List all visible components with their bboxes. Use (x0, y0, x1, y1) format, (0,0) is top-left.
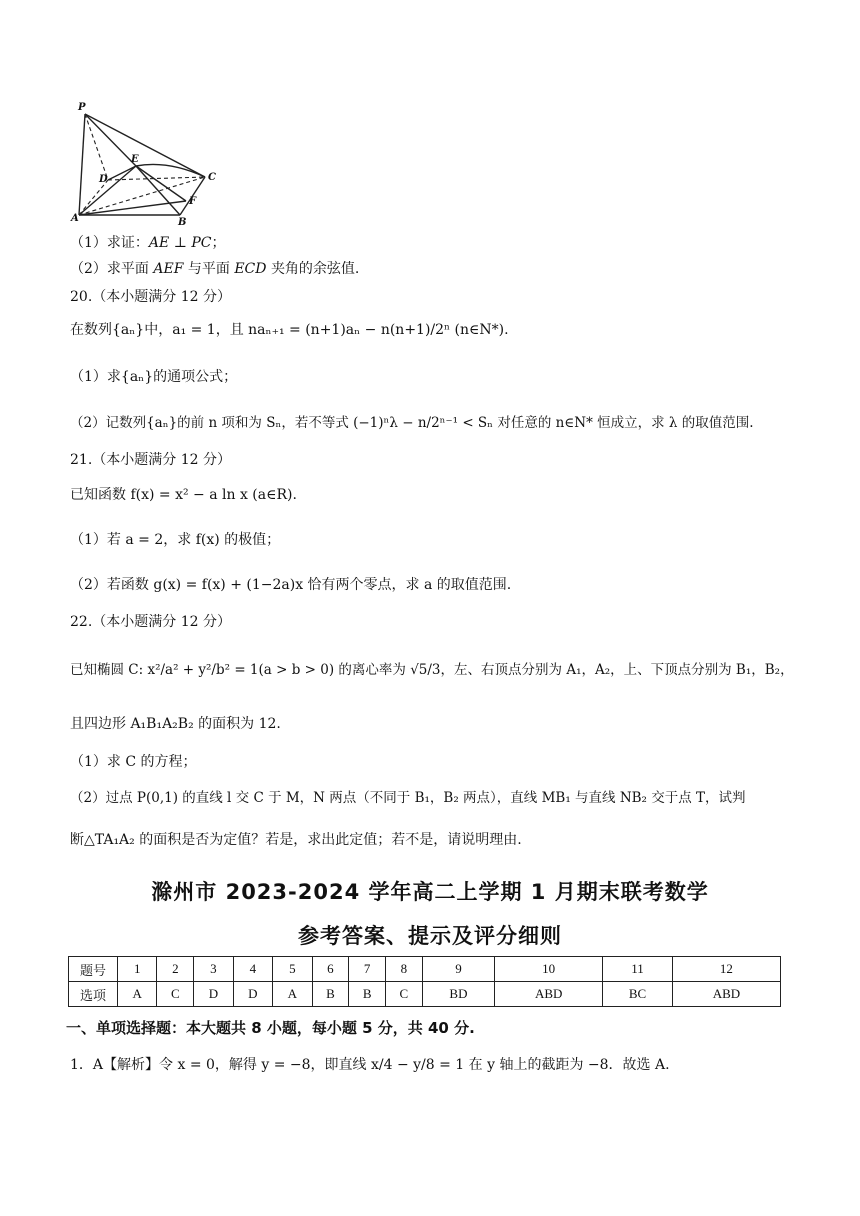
label-P: P (78, 102, 86, 113)
edge-PE (85, 114, 136, 166)
table-cell: 2 (157, 957, 194, 982)
table-cell: 12 (672, 957, 780, 982)
q19-part1 (70, 233, 225, 253)
table-cell: B (312, 982, 349, 1007)
answer-title: 滁州市 2023-2024 学年高二上学期 1 月期末联考数学 (151, 880, 709, 904)
table-cell: 7 (349, 957, 386, 982)
q22-part2: （2）过点 P(0,1) 的直线 l 交 C 于 M，N 两点（不同于 B₁，B₂ 两点），直线 MB₁ 与直线 NB₂ 交于点 T，试判 (70, 790, 746, 806)
table-cell: 9 (422, 957, 494, 982)
table-cell: 11 (603, 957, 673, 982)
label-D: D (99, 174, 108, 185)
table-cell: C (386, 982, 423, 1007)
table-cell: 5 (273, 957, 312, 982)
q20-part2: （2）记数列{aₙ}的前 n 项和为 Sₙ，若不等式 (−1)ⁿλ − n/2ⁿ⁻¹ < Sₙ 对任意的 n∈N* 恒成立，求 λ 的取值范围. (70, 415, 754, 431)
answer-subtitle: 参考答案、提示及评分细则 (298, 924, 562, 948)
q20-part1: （1）求{aₙ}的通项公式； (70, 369, 238, 385)
edge-EF (136, 166, 186, 201)
table-cell: C (157, 982, 194, 1007)
q21-part2: （2）若函数 g(x) = f(x) + (1−2a)x 恰有两个零点，求 a 的取值范围. (70, 577, 512, 593)
q20-stem: 在数列{aₙ}中，a₁ = 1，且 naₙ₊₁ = (n+1)aₙ − n(n+1)/2ⁿ (n∈N*). (70, 322, 509, 338)
table-cell: 3 (194, 957, 233, 982)
q20-header: 20.（本小题满分 12 分） (70, 289, 231, 305)
table-cell: A (273, 982, 312, 1007)
table-cell: BC (603, 982, 673, 1007)
edge-EB (136, 166, 180, 215)
table-cell: 10 (495, 957, 603, 982)
table-cell: ABD (672, 982, 780, 1007)
q21-header: 21.（本小题满分 12 分） (70, 452, 231, 468)
edge-AD (79, 180, 108, 215)
table-header-cell: 选项 (69, 982, 118, 1007)
pyramid-figure (68, 100, 228, 225)
answer-table (68, 956, 781, 1007)
edge-AC (79, 177, 205, 215)
table-cell: D (233, 982, 272, 1007)
q19-part1-prefix: （1）求证： (70, 235, 149, 251)
answer-table-row-choices (69, 982, 781, 1007)
edge-PC (85, 114, 205, 177)
q22-stem2: 且四边形 A₁B₁A₂B₂ 的面积为 12. (70, 716, 281, 732)
q19-part2 (70, 259, 359, 279)
table-cell: 4 (233, 957, 272, 982)
q19-part2-suffix: 夹角的余弦值. (270, 261, 360, 277)
label-F: F (189, 196, 197, 207)
q19-part2-prefix: （2）求平面 (70, 261, 149, 277)
table-cell: D (194, 982, 233, 1007)
table-cell: A (118, 982, 157, 1007)
edge-PA (79, 114, 85, 215)
table-cell: 8 (386, 957, 423, 982)
table-cell: 6 (312, 957, 349, 982)
q22-part1: （1）求 C 的方程； (70, 754, 197, 770)
q19-part2-math2: ECD (234, 261, 267, 277)
q21-part1: （1）若 a = 2，求 f(x) 的极值； (70, 532, 281, 548)
section-heading: 一、单项选择题：本大题共 8 小题，每小题 5 分，共 40 分. (66, 1019, 475, 1037)
edge-EC (136, 164, 205, 177)
solution-1: 1．A【解析】令 x = 0，解得 y = −8，即直线 x/4 − y/8 = 1 在 y 轴上的截距为 −8．故选 A. (70, 1057, 670, 1073)
label-B: B (178, 217, 187, 225)
table-header-cell: 题号 (69, 957, 118, 982)
table-cell: B (349, 982, 386, 1007)
q19-part1-math: AE ⊥ PC (148, 235, 212, 251)
q19-part2-mid: 与平面 (187, 261, 230, 277)
label-C: C (208, 172, 216, 183)
q19-part2-math1: AEF (153, 261, 184, 277)
label-E: E (131, 154, 139, 165)
label-A: A (71, 213, 79, 224)
answer-table-row-numbers (69, 957, 781, 982)
q19-part1-suffix: ； (211, 235, 226, 251)
table-cell: 1 (118, 957, 157, 982)
q22-stem: 已知椭圆 C: x²/a² + y²/b² = 1(a > b > 0) 的离心率为 √5/3，左、右顶点分别为 A₁，A₂，上、下顶点分别为 B₁，B₂， (70, 662, 794, 678)
table-cell: BD (422, 982, 494, 1007)
q21-stem: 已知函数 f(x) = x² − a ln x (a∈R). (70, 487, 297, 503)
table-cell: ABD (495, 982, 603, 1007)
q22-part2b: 断△TA₁A₂ 的面积是否为定值？若是，求出此定值；若不是，请说明理由. (70, 832, 522, 848)
q22-header: 22.（本小题满分 12 分） (70, 614, 231, 630)
